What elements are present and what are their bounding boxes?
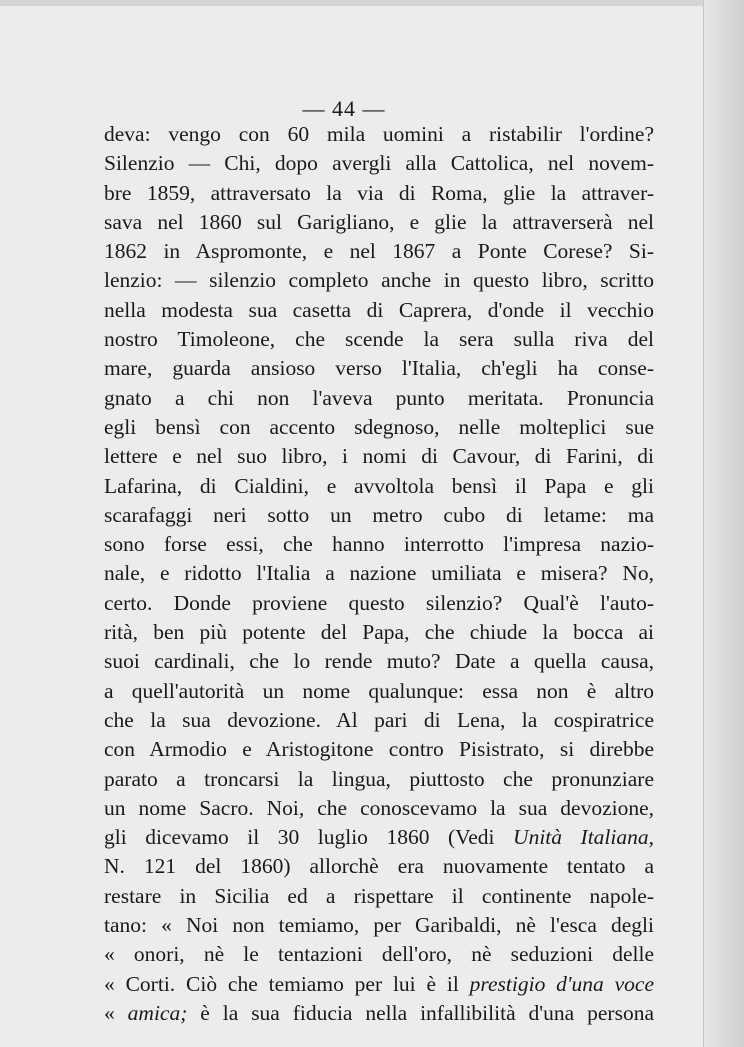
text-line <box>104 472 654 501</box>
line-text: egli bensì con accento sdegnoso, nelle molteplici sue <box>104 414 654 439</box>
line-text: tano: « Noi non temiamo, per Garibaldi, nè l'esca degli <box>104 913 654 938</box>
text-line <box>104 296 654 325</box>
line-text: mare, guarda ansioso verso l'Italia, ch'egli ha conse- <box>104 356 654 381</box>
line-text: N. 121 del 1860) allorchè era nuovamente tentato a <box>104 854 654 879</box>
line-text: « <box>104 1000 128 1025</box>
text-line <box>104 823 654 852</box>
text-line <box>104 970 654 999</box>
line-text: lettere e nel suo libro, i nomi di Cavour, di Farini, di <box>104 444 654 469</box>
text-line <box>104 501 654 530</box>
line-text: nale, e ridotto l'Italia a nazione umiliata e misera? No, <box>104 561 654 586</box>
line-text: suoi cardinali, che lo rende muto? Date a quella causa, <box>104 649 654 674</box>
page-number: — 44 — <box>302 96 386 121</box>
text-line <box>104 589 654 618</box>
line-text: scarafaggi neri sotto un metro cubo di letame: ma <box>104 502 654 527</box>
italic-text: prestigio d'una voce <box>469 971 654 996</box>
text-line <box>104 120 654 149</box>
text-line <box>104 735 654 764</box>
line-text: rità, ben più potente del Papa, che chiude la bocca ai <box>104 620 654 645</box>
line-text: parato a troncarsi la lingua, piuttosto che pronunziare <box>104 766 654 791</box>
line-text: bre 1859, attraversato la via di Roma, glie la attraver- <box>104 180 654 205</box>
text-line <box>104 354 654 383</box>
text-line <box>104 999 654 1028</box>
line-text: a quell'autorità un nome qualunque: essa non è altro <box>104 678 654 703</box>
line-text: « Corti. Ciò che temiamo per lui è il <box>104 971 470 996</box>
line-text: lenzio: — silenzio completo anche in questo libro, scritto <box>104 268 654 293</box>
line-text: certo. Donde proviene questo silenzio? Qual'è l'auto- <box>104 590 654 615</box>
text-line <box>104 149 654 178</box>
italic-text: amica; <box>127 1000 188 1025</box>
line-text: sava nel 1860 sul Garigliano, e glie la attraverserà nel <box>104 209 654 234</box>
line-text: gnato a chi non l'aveva punto meritata. Pronuncia <box>104 385 654 410</box>
line-text: 1862 in Aspromonte, e nel 1867 a Ponte Corese? Si- <box>104 239 654 264</box>
page-right-edge <box>703 0 744 1047</box>
text-line <box>104 325 654 354</box>
line-text: Silenzio — Chi, dopo avergli alla Cattolica, nel novem- <box>104 151 654 176</box>
text-line <box>104 794 654 823</box>
italic-text: Unità Italiana, <box>513 825 654 850</box>
line-text: restare in Sicilia ed a rispettare il continente napole- <box>104 883 654 908</box>
text-line <box>104 266 654 295</box>
line-text: un nome Sacro. Noi, che conoscevamo la sua devozione, <box>104 795 654 820</box>
line-text: Lafarina, di Cialdini, e avvoltola bensì il Papa e gli <box>104 473 654 498</box>
text-line <box>104 882 654 911</box>
line-text: è la sua fiducia nella infallibilità d'una persona <box>187 1000 654 1025</box>
text-line <box>104 179 654 208</box>
body-text <box>104 120 654 1028</box>
text-line <box>104 237 654 266</box>
line-text: che la sua devozione. Al pari di Lena, la cospiratrice <box>104 707 654 732</box>
text-line <box>104 384 654 413</box>
line-text: deva: vengo con 60 mila uomini a ristabilir l'ordine? <box>104 122 654 146</box>
page-top-edge <box>0 0 744 6</box>
line-text: nostro Timoleone, che scende la sera sulla riva del <box>104 327 654 352</box>
line-text: nella modesta sua casetta di Caprera, d'onde il vecchio <box>104 297 654 322</box>
line-text: « onori, nè le tentazioni dell'oro, nè seduzioni delle <box>104 942 654 967</box>
text-line <box>104 559 654 588</box>
text-line <box>104 442 654 471</box>
text-line <box>104 530 654 559</box>
text-line <box>104 852 654 881</box>
line-text: con Armodio e Aristogitone contro Pisistrato, si direbbe <box>104 737 654 762</box>
line-text: gli dicevamo il 30 luglio 1860 (Vedi <box>104 825 514 850</box>
text-line <box>104 677 654 706</box>
line-text: sono forse essi, che hanno interrotto l'impresa nazio- <box>104 532 654 557</box>
text-line <box>104 618 654 647</box>
text-line <box>104 413 654 442</box>
text-line <box>104 706 654 735</box>
text-line <box>104 208 654 237</box>
text-line <box>104 765 654 794</box>
text-line <box>104 911 654 940</box>
text-line <box>104 647 654 676</box>
text-line <box>104 940 654 969</box>
